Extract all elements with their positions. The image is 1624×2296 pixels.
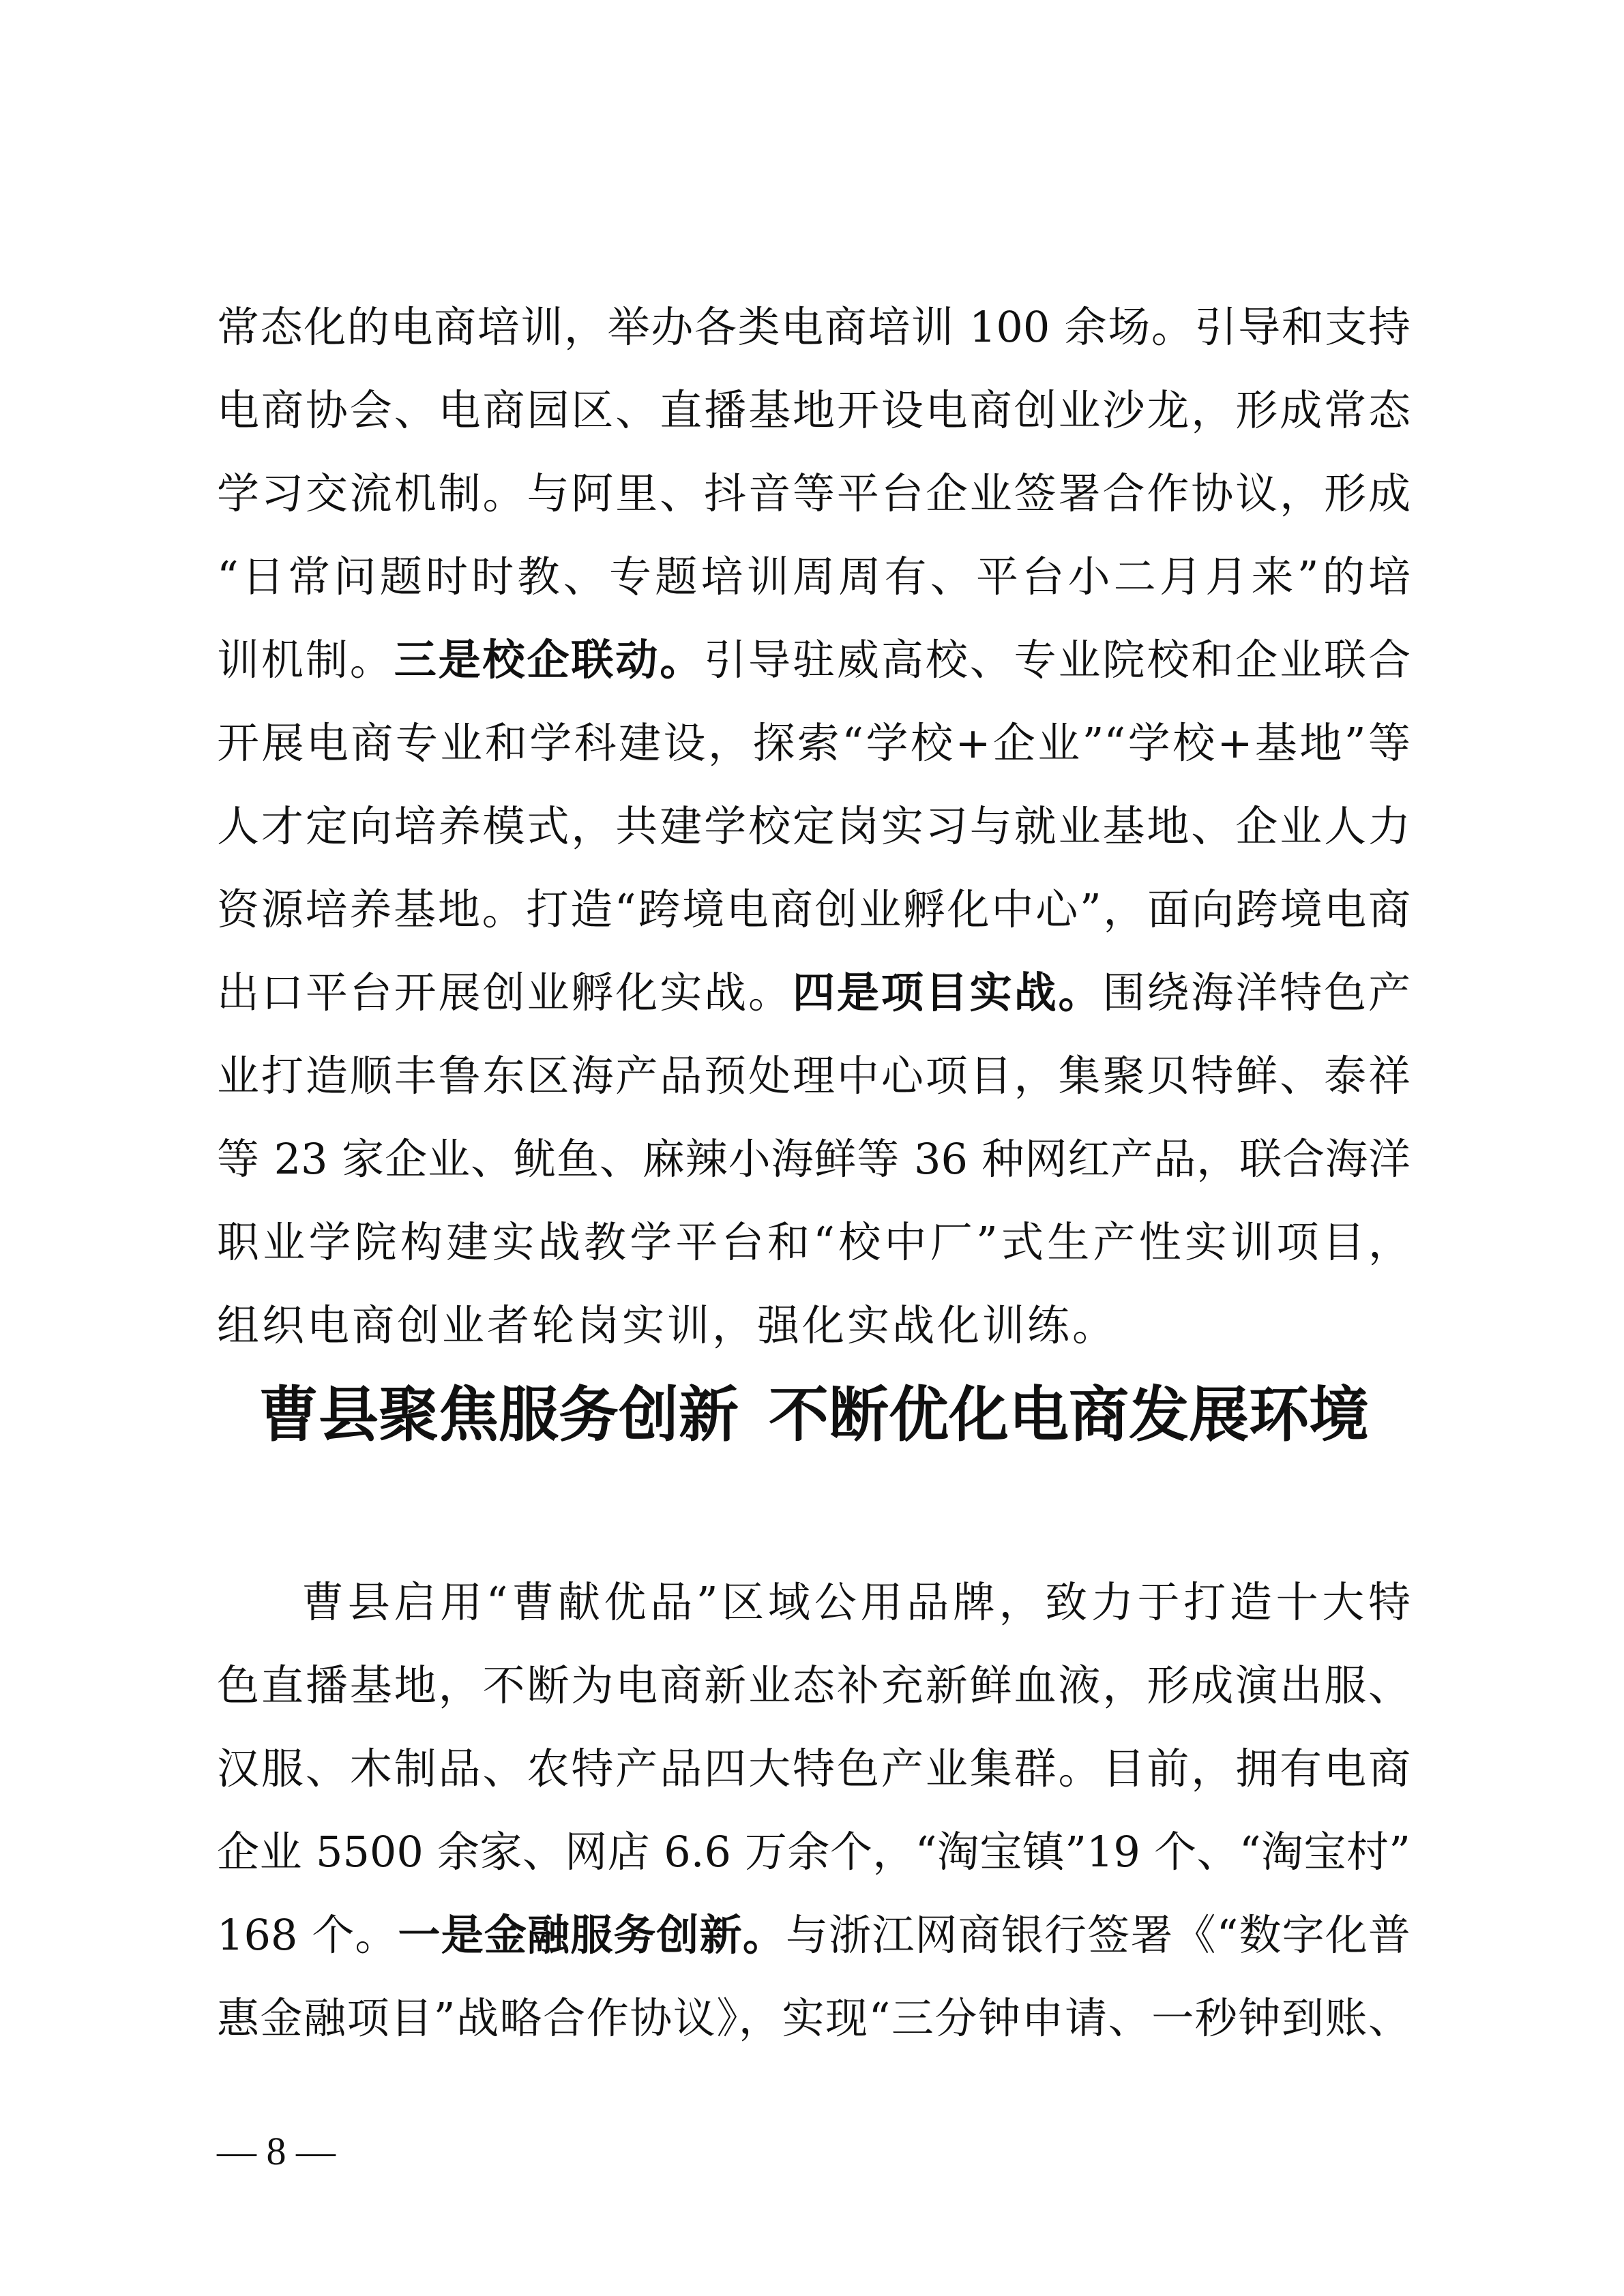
- paragraph-line: 职业学院构建实战教学平台和“校中厂”式生产性实训项目，: [217, 1217, 1411, 1267]
- paragraph-line: 业打造顺丰鲁东区海产品预处理中心项目，集聚贝特鲜、泰祥: [217, 1051, 1411, 1101]
- paragraph-line: 曹县启用“曹献优品”区域公用品牌，致力于打造十大特: [301, 1577, 1411, 1627]
- bold-heading-san-shi: 三是校企联动。: [394, 635, 705, 685]
- paragraph-line: 168 个。一是金融服务创新。与浙江网商银行签署《“数字化普: [217, 1910, 1411, 1960]
- paragraph-line: 等 23 家企业、鱿鱼、麻辣小海鲜等 36 种网红产品，联合海洋: [217, 1134, 1411, 1184]
- bold-heading-yi-shi: 一是金融服务创新。: [398, 1910, 786, 1960]
- paragraph-line: 开展电商专业和学科建设，探索“学校+企业”“学校+基地”等: [217, 718, 1411, 768]
- paragraph-line: “日常问题时时教、专题培训周周有、平台小二月月来”的培: [217, 552, 1411, 601]
- bold-heading-si-shi: 四是项目实战。: [792, 968, 1103, 1017]
- paragraph-line: 企业 5500 余家、网店 6.6 万余个，“淘宝镇”19 个、“淘宝村”: [217, 1827, 1411, 1877]
- paragraph-line: 人才定向培养模式，共建学校定岗实习与就业基地、企业人力: [217, 801, 1411, 851]
- paragraph-line: 训机制。三是校企联动。引导驻威高校、专业院校和企业联合: [217, 635, 1411, 685]
- paragraph-line: 出口平台开展创业孵化实战。四是项目实战。围绕海洋特色产: [217, 968, 1411, 1017]
- paragraph-line: 学习交流机制。与阿里、抖音等平台企业签署合作协议，形成: [217, 468, 1411, 518]
- paragraph-line: 常态化的电商培训，举办各类电商培训 100 余场。引导和支持: [217, 302, 1411, 352]
- paragraph-line: 惠金融项目”战略合作协议》，实现“三分钟申请、一秒钟到账、: [217, 1993, 1411, 2043]
- page-number: — 8 —: [217, 2129, 336, 2173]
- paragraph-line: 色直播基地，不断为电商新业态补充新鲜血液，形成演出服、: [217, 1660, 1411, 1710]
- section-title: 曹县聚焦服务创新 不断优化电商发展环境: [258, 1380, 1370, 1450]
- paragraph-line: 组织电商创业者轮岗实训，强化实战化训练。: [217, 1300, 1118, 1350]
- paragraph-line: 电商协会、电商园区、直播基地开设电商创业沙龙，形成常态: [217, 385, 1411, 435]
- paragraph-line: 汉服、木制品、农特产品四大特色产业集群。目前，拥有电商: [217, 1744, 1411, 1793]
- paragraph-line: 资源培养基地。打造“跨境电商创业孵化中心”，面向跨境电商: [217, 884, 1411, 934]
